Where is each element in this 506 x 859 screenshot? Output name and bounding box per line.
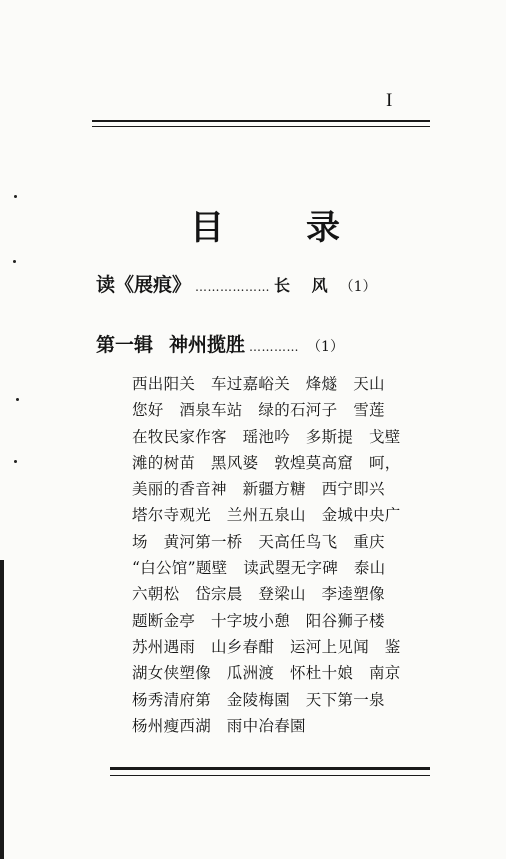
entry-line: 六朝松 岱宗晨 登梁山 李逵塑像 bbox=[132, 585, 385, 604]
title-char-2: 录 bbox=[306, 208, 340, 248]
section-label: 第一辑 bbox=[96, 334, 154, 356]
print-speck bbox=[14, 195, 17, 198]
print-speck bbox=[14, 460, 17, 463]
preface-page: （1） bbox=[339, 279, 377, 295]
section-entries bbox=[132, 371, 432, 739]
entry-line: 苏州遇雨 山乡春酣 运河上见闻 鉴 bbox=[132, 637, 401, 656]
top-rule bbox=[92, 120, 430, 127]
entry-line: 在牧民家作客 瑶池吟 多斯提 戈壁 bbox=[132, 427, 401, 446]
preface-title: 读《展痕》 bbox=[96, 274, 192, 296]
preface-author: 长 风 bbox=[274, 276, 336, 295]
entry-line: 您好 酒泉车站 绿的石河子 雪莲 bbox=[132, 401, 385, 420]
leader-dots: ………… bbox=[249, 340, 300, 354]
page-number: I bbox=[386, 90, 393, 111]
entry-line: 场 黄河第一桥 天高任鸟飞 重庆 bbox=[132, 532, 385, 551]
print-speck bbox=[16, 398, 19, 401]
title-char-1: 目 bbox=[190, 208, 224, 248]
page-title bbox=[190, 200, 340, 249]
entry-line: 杨秀清府第 金陵梅園 天下第一泉 bbox=[132, 690, 385, 709]
entry-line: 塔尔寺观光 兰州五泉山 金城中央广 bbox=[132, 506, 401, 525]
entry-line: 题断金亭 十字坡小憩 阳谷狮子楼 bbox=[132, 611, 385, 630]
toc-entry-section-1[interactable] bbox=[96, 330, 426, 357]
toc-entry-preface[interactable] bbox=[96, 270, 426, 297]
entry-line: 湖女侠塑像 瓜洲渡 怀杜十娘 南京 bbox=[132, 664, 401, 683]
entry-line: 西出阳关 车过嘉峪关 烽燧 天山 bbox=[132, 375, 385, 393]
section-page: （1） bbox=[307, 339, 344, 355]
print-speck bbox=[13, 260, 16, 263]
binding-shadow bbox=[0, 560, 4, 859]
entry-line: 杨州瘦西湖 雨中冶春園 bbox=[132, 716, 306, 735]
entry-line: 美丽的香音神 新疆方糖 西宁即兴 bbox=[132, 480, 385, 499]
bottom-rule bbox=[110, 767, 430, 776]
entry-line: “白公馆”题壁 读武曌无字碑 泰山 bbox=[132, 559, 386, 578]
section-name: 神州揽胜 bbox=[169, 334, 246, 356]
leader-dots: ……………… bbox=[195, 280, 271, 294]
entry-line: 滩的树苗 黑风婆 敦煌莫高窟 呵， bbox=[132, 453, 401, 472]
